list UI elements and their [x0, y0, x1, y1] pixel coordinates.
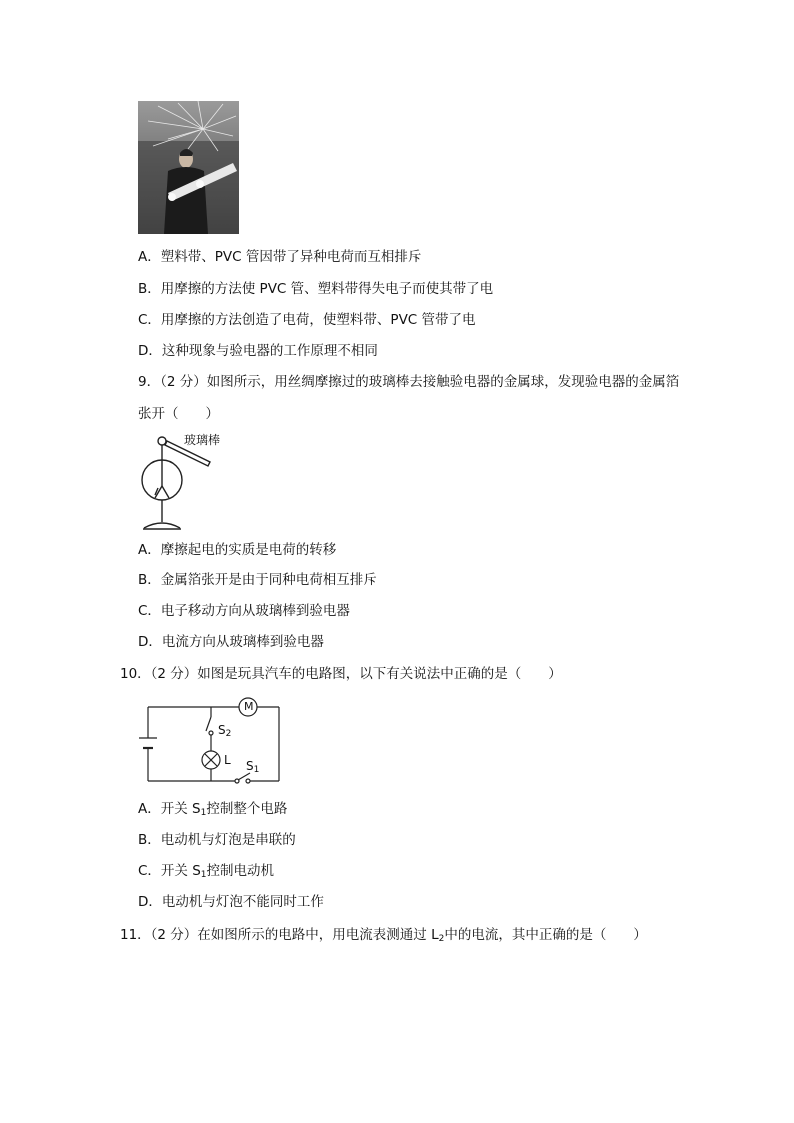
pvc-static-photo	[138, 101, 239, 234]
photo-illustration	[138, 101, 239, 234]
q10-option-b: B．电动机与灯泡是串联的	[138, 832, 296, 848]
q9-option-a: A．摩擦起电的实质是电荷的转移	[138, 542, 337, 558]
q10-option-a: A．开关 $S_1$控制整个电路	[138, 801, 288, 818]
electroscope-figure	[138, 430, 228, 535]
q10-option-d: D．电动机与灯泡不能同时工作	[138, 894, 324, 910]
glass-rod-label: 玻璃棒	[184, 433, 221, 447]
q8-option-b: B．用摩擦的方法使 PVC 管、塑料带得失电子而使其带了电	[138, 281, 494, 297]
q8-option-a: A．塑料带、PVC 管因带了异种电荷而互相排斥	[138, 249, 422, 265]
q8-option-d: D．这种现象与验电器的工作原理不相同	[138, 343, 378, 359]
q9-stem-line2: 张开（ ）	[138, 406, 219, 422]
motor-label: M	[244, 700, 254, 713]
q9-option-b: B．金属箔张开是由于同种电荷相互排斥	[138, 572, 377, 588]
q9-option-d: D．电流方向从玻璃棒到验电器	[138, 634, 324, 650]
circuit-diagram	[138, 693, 288, 788]
toy-car-circuit-figure	[138, 693, 288, 788]
s1-label: $S_1$	[246, 759, 260, 775]
q10-stem: 10．（2 分）如图是玩具汽车的电路图，以下有关说法中正确的是（ ）	[120, 666, 562, 682]
lamp-label: L	[224, 753, 231, 767]
q11-stem: 11．（2 分）在如图所示的电路中，用电流表测通过 $L_2$中的电流，其中正确的是（ ）	[120, 927, 647, 944]
s2-label: $S_2$	[218, 723, 232, 739]
q9-option-c: C．电子移动方向从玻璃棒到验电器	[138, 603, 350, 619]
q9-stem-line1: 9．（2 分）如图所示，用丝绸摩擦过的玻璃棒去接触验电器的金属球，发现验电器的金属箔	[138, 374, 680, 390]
q8-option-c: C．用摩擦的方法创造了电荷，使塑料带、PVC 管带了电	[138, 312, 476, 328]
q10-option-c: C．开关 $S_1$控制电动机	[138, 863, 275, 880]
